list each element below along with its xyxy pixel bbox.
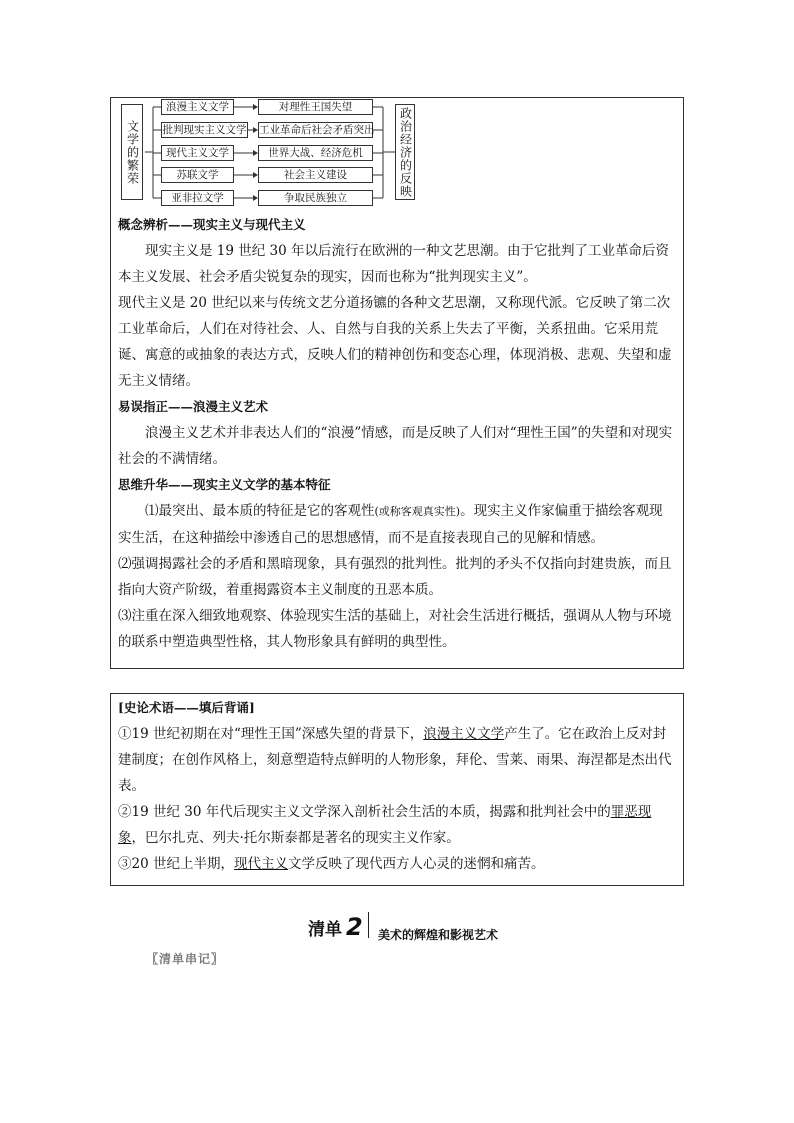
thought-point-1 [118, 498, 676, 551]
section-tag: 〖清单串记〗 [146, 952, 225, 966]
error-paragraph: 浪漫主义艺术并非表达人们的“浪漫”情感，而是反映了人们对“理性王国”的失望和对现实社会的不满情绪。 [118, 425, 673, 467]
lit-critical-realism: 批判现实主义文学 [162, 124, 247, 136]
cause-war-crisis: 世界大战、经济危机 [258, 145, 373, 161]
error-heading: 易误指正——浪漫主义艺术 [118, 399, 269, 414]
concept-paragraph-2: 现代主义是 20 世纪以来与传统文艺分道扬镳的各种文艺思潮，又称现代派。它反映了第二次工业革命后，人们在对待社会、人、自然与自我的关系上失去了平衡，关系扭曲。它采用荒诞、寓意的或抽象的表达方式，反映人们的精神创伤和变态心理，体现消极、悲观、失望和虚无主义情绪。 [118, 295, 672, 389]
recite-item-2 [118, 799, 676, 851]
recite-item-3 [118, 851, 676, 877]
lit-modernism: 现代主义文学 [161, 145, 234, 161]
thought-point-1-note: (或称客观真实性) [374, 505, 461, 518]
section-label [308, 913, 363, 941]
recite-item-1-blank: 浪漫主义文学 [423, 726, 505, 742]
thought-heading: 思维升华——现实主义文学的基本特征 [118, 477, 331, 492]
cause-national-independence: 争取民族独立 [258, 190, 373, 206]
concept-paragraph-1: 现实主义是 19 世纪 30 年以后流行在欧洲的一种文艺思潮。由于它批判了工业革命后资本主义发展、社会矛盾尖锐复杂的现实，因而也称为“批判现实主义”。 [118, 243, 670, 285]
recite-box [110, 693, 684, 886]
recite-heading: [史论术语——填后背诵] [118, 700, 255, 715]
thought-point-3: ⑶注重在深入细致地观察、体验现实生活的基础上，对社会生活进行概括，强调从人物与环境的联系中塑造典型性格，其人物形象具有鲜明的典型性。 [118, 608, 672, 650]
lit-romantic: 浪漫主义文学 [161, 99, 234, 115]
literature-diagram [117, 100, 417, 208]
recite-item-1 [118, 721, 676, 799]
cause-socialist-construction: 社会主义建设 [258, 167, 373, 183]
recite-item-2-blank: 罪恶现象 [118, 804, 652, 846]
lit-soviet: 苏联文学 [161, 167, 234, 183]
recite-text [118, 695, 676, 877]
recite-item-3-text: ③20 世纪上半期， [118, 856, 234, 872]
lit-asia-africa-latam: 亚非拉文学 [161, 190, 234, 206]
knowledge-box [110, 97, 684, 669]
recite-item-3-blank: 现代主义 [233, 856, 288, 872]
thought-point-2: ⑵强调揭露社会的矛盾和黑暗现象，具有强烈的批判性。批判的矛头不仅指向封建贵族，而且指向大资产阶级，着重揭露资本主义制度的丑恶本质。 [118, 556, 672, 598]
concept-heading: 概念辨析——现实主义与现代主义 [118, 217, 306, 232]
recite-item-3-rest: 文学反映了现代西方人心灵的迷惘和痛苦。 [287, 856, 545, 872]
thought-point-1-text: ⑴最突出、最本质的特征是它的客观性 [145, 503, 375, 519]
recite-item-2-text: ②19 世纪 30 年代后现实主义文学深入剖析社会生活的本质，揭露和批判社会中的 [118, 804, 611, 820]
section-label-text: 清单 [308, 920, 342, 940]
section-divider [368, 912, 369, 938]
recite-item-2-rest: ，巴尔扎克、列夫·托尔斯泰都是著名的现实主义作家。 [131, 830, 460, 846]
thought-point-1-rest: 。现实主义作家偏重于描绘客观现实生活，在这种描绘中渗透自己的思想感情，而不是直接表现自己的见解和情感。 [118, 503, 663, 546]
right-label-box: 政治经济的反映 [395, 104, 415, 200]
section-title: 美术的辉煌和影视艺术 [378, 928, 499, 942]
recite-item-1-text: ①19 世纪初期在对“理性王国”深感失望的背景下， [118, 726, 424, 742]
left-label-box: 文学的繁荣 [121, 104, 143, 200]
cause-industrial-contradictions: 工业革命后社会矛盾突出 [259, 124, 375, 136]
section-number: 2 [346, 913, 363, 941]
recite-item-1-rest: 产生了。它在政治上反对封建制度；在创作风格上，刻意塑造特点鲜明的人物形象，拜伦、雪莱、雨果、海涅都是杰出代表。 [118, 726, 672, 794]
cause-reason-kingdom: 对理性王国失望 [258, 99, 373, 115]
main-text [118, 212, 676, 655]
